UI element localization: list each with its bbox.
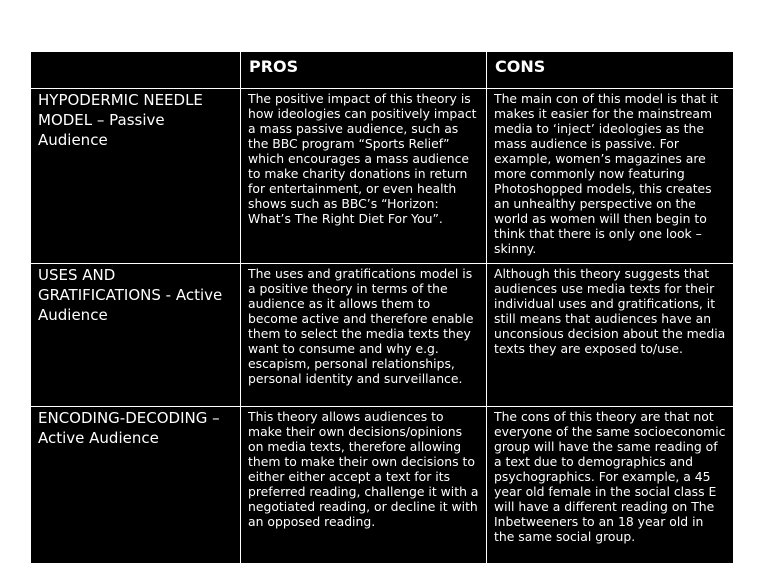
table-corner-cell: [31, 52, 240, 88]
row-header-uses-and-gratifications: USES AND GRATIFICATIONS - Active Audience: [31, 264, 240, 406]
encoding-decoding-pros: This theory allows audiences to make their own decisions/opinions on media texts, therefore allowing them to make their own decisions to either either accept a text for its preferred reading, challenge it with a negotiated reading, or decline it with an opposed reading.: [241, 407, 486, 563]
column-header-cons: CONS: [487, 52, 733, 88]
comparison-table: [31, 52, 733, 563]
row-header-hypodermic-needle: HYPODERMIC NEEDLE MODEL – Passive Audience: [31, 89, 240, 263]
hypodermic-needle-cons: The main con of this model is that it makes it easier for the mainstream media to ‘inject’ ideologies as the mass audience is passive. For example, women’s magazines are more commonly now featuring Photoshopped models, this creates an unhealthy perspective on the world as women will then begin to think that there is only one look – skinny.: [487, 89, 733, 263]
row-header-encoding-decoding: ENCODING-DECODING – Active Audience: [31, 407, 240, 563]
uses-and-gratifications-cons: Although this theory suggests that audiences use media texts for their individual uses and gratifications, it still means that audiences have an unconsious decision about the media texts they are exposed to/use.: [487, 264, 733, 406]
encoding-decoding-cons: The cons of this theory are that not everyone of the same socioeconomic group will have the same reading of a text due to demographics and psychographics. For example, a 45 year old female in the social class E will have a different reading on The Inbetweeners to an 18 year old in the same social group.: [487, 407, 733, 563]
column-header-pros: PROS: [241, 52, 486, 88]
uses-and-gratifications-pros: The uses and gratifications model is a positive theory in terms of the audience as it allows them to become active and therefore enable them to select the media texts they want to consume and why e.g. escapism, personal relationships, personal identity and surveillance.: [241, 264, 486, 406]
hypodermic-needle-pros: The positive impact of this theory is how ideologies can positively impact a mass passive audience, such as the BBC program “Sports Relief” which encourages a mass audience to make charity donations in return for entertainment, or even health shows such as BBC’s “Horizon: What’s The Right Diet For You”.: [241, 89, 486, 263]
